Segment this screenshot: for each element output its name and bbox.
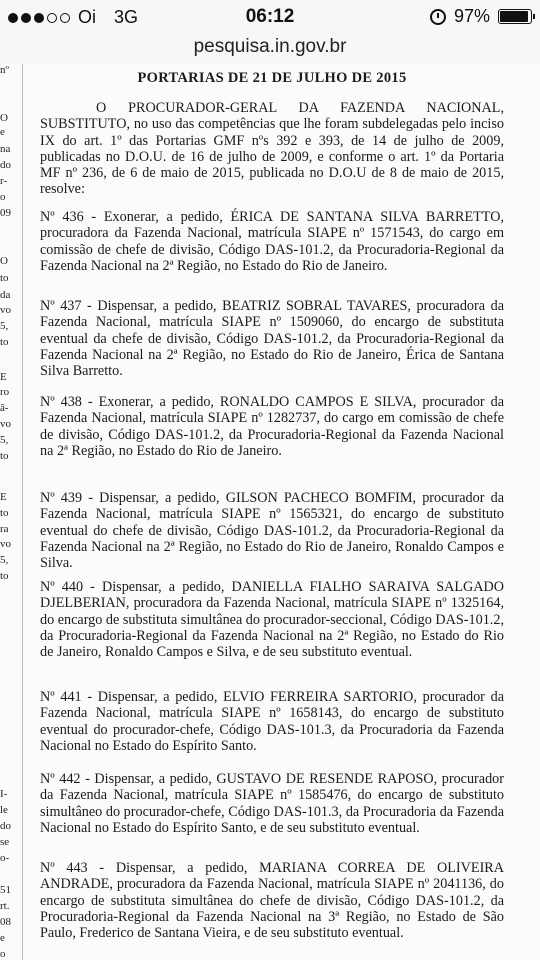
column-fragment: le: [0, 804, 8, 816]
column-fragment: ro: [0, 386, 10, 398]
portaria-442: Nº 442 - Dispensar, a pedido, GUSTAVO DE RESENDE RAPOSO, procurador da Fazenda Nacional, matrícula SIAPE nº 1585476, do encargo de substituto simultâneo do procurador-chefe, Código DAS-101.3, da Procuradoria da Fazenda Nacional no Estado do Espírito Santo, e de seu substituto eventual.: [40, 771, 504, 836]
column-fragment: da: [0, 289, 11, 301]
column-fragment: to: [0, 450, 9, 462]
clock: 06:12: [245, 6, 295, 27]
column-fragment: r-: [0, 175, 8, 187]
intro-paragraph: O PROCURADOR-GERAL DA FAZENDA NACIONAL, SUBSTITUTO, no uso das competências que lhe foram subdelegadas pelo inciso IX do art. 1º das Portarias GMF nºs 392 e 393, de 14 de julho de 2009, publicadas no D.O.U. de 16 de julho de 2009, e conforme o art. 1º da Portaria MF nº 236, de 6 de maio de 2015, publicada no D.O.U de 8 de maio de 2015, resolve:: [40, 100, 504, 198]
column-fragment: 5,: [0, 320, 9, 332]
portaria-439: Nº 439 - Dispensar, a pedido, GILSON PACHECO BOMFIM, procurador da Fazenda Nacional, matrícula SIAPE nº 1565321, do encargo de substituto eventual do chefe de divisão, Código DAS-101.2, da Procuradoria-Regional da Fazenda Nacional na 2ª Região, no Estado do Rio de Janeiro, Ronaldo Campos e Silva.: [40, 490, 504, 572]
previous-column-fragments: [0, 64, 23, 960]
column-fragment: E: [0, 491, 7, 503]
column-fragment: o: [0, 191, 6, 203]
column-fragment: 08: [0, 916, 11, 928]
column-fragment: e: [0, 932, 5, 944]
column-fragment: rt.: [0, 900, 10, 912]
column-fragment: o: [0, 948, 6, 960]
column-fragment: o-: [0, 852, 10, 864]
network-type: 3G: [114, 7, 139, 27]
portaria-438: Nº 438 - Exonerar, a pedido, RONALDO CAMPOS E SILVA, procurador da Fazenda Nacional, matrícula SIAPE nº 1282737, do cargo em comissão de chefe de divisão, Código DAS-101.2, da Procuradoria-Regional da Fazenda Nacional na 2ª Região, no Estado do Rio de Janeiro.: [40, 394, 504, 459]
column-fragment: I-: [0, 788, 8, 800]
column-fragment: vo: [0, 304, 11, 316]
document-title: PORTARIAS DE 21 DE JULHO DE 2015: [137, 70, 407, 86]
address-bar[interactable]: [0, 34, 540, 65]
column-fragment: E: [0, 371, 7, 383]
battery-fill: [500, 11, 528, 22]
column-fragment: O: [0, 112, 8, 124]
column-fragment: 5,: [0, 554, 9, 566]
column-fragment: e: [0, 126, 5, 138]
column-fragment: nº: [0, 64, 9, 76]
column-fragment: 5,: [0, 434, 9, 446]
column-fragment: â-: [0, 402, 9, 414]
battery-percent: 97%: [453, 6, 490, 26]
column-fragment: se: [0, 836, 10, 848]
column-fragment: vo: [0, 418, 11, 430]
column-fragment: to: [0, 272, 9, 284]
column-fragment: 09: [0, 207, 11, 219]
portaria-437: Nº 437 - Dispensar, a pedido, BEATRIZ SOBRAL TAVARES, procuradora da Fazenda Nacional, matrícula SIAPE nº 1509060, do encargo de substituta eventual da chefe de divisão, Código DAS-101.2, da Procuradoria-Regional da Fazenda Nacional na 2ª Região, no Estado do Rio de Janeiro, Érica de Santana Silva Barretto.: [40, 298, 504, 380]
url-text[interactable]: pesquisa.in.gov.br: [193, 36, 347, 57]
document-page[interactable]: [0, 64, 540, 960]
column-fragment: do: [0, 159, 11, 171]
column-fragment: do: [0, 820, 11, 832]
column-fragment: na: [0, 143, 11, 155]
column-fragment: 51: [0, 884, 11, 896]
portaria-443: Nº 443 - Dispensar, a pedido, MARIANA CORREA DE OLIVEIRA ANDRADE, procuradora da Fazenda Nacional, matrícula SIAPE nº 2041136, do encargo de substituta simultânea do chefe de divisão, Código DAS-101.2, da Procuradoria-Regional da Fazenda Nacional na 3ª Região, no Estado de São Paulo, Frederico de Santana Vieira, e de seu substituto eventual.: [40, 860, 504, 942]
column-fragment: to: [0, 336, 9, 348]
carrier-name: Oi: [78, 7, 96, 27]
portaria-440: Nº 440 - Dispensar, a pedido, DANIELLA FIALHO SARAIVA SALGADO DJELBERIAN, procuradora da Fazenda Nacional, matrícula SIAPE nº 1325164, do encargo de substituta simultânea do procurador-seccional, Código DAS-101.2, da Procuradoria-Regional da Fazenda Nacional na 2ª Região, no Estado do Rio de Janeiro, Ronaldo Campos e Silva, e de seu substituto eventual.: [40, 579, 504, 661]
portaria-436: Nº 436 - Exonerar, a pedido, ÉRICA DE SANTANA SILVA BARRETTO, procuradora da Fazenda Nacional, matrícula SIAPE nº 1571543, do cargo em comissão de chefe de divisão, Código DAS-101.2, da Procuradoria-Regional da Fazenda Nacional na 2ª Região, no Estado do Rio de Janeiro.: [40, 209, 504, 274]
column-fragment: vo: [0, 538, 11, 550]
column-fragment: O: [0, 255, 8, 267]
status-right: [430, 6, 532, 27]
alarm-icon: [430, 9, 446, 25]
column-fragment: ra: [0, 523, 9, 535]
status-bar: [0, 0, 540, 34]
portaria-441: Nº 441 - Dispensar, a pedido, ELVIO FERREIRA SARTORIO, procurador da Fazenda Nacional, matrícula SIAPE nº 1658143, do encargo de substituto eventual do procurador-chefe, Código DAS-101.3, da Procuradoria da Fazenda Nacional no Estado do Espírito Santo.: [40, 689, 504, 754]
column-fragment: to: [0, 507, 9, 519]
battery-icon: [498, 9, 532, 24]
column-fragment: to: [0, 570, 9, 582]
